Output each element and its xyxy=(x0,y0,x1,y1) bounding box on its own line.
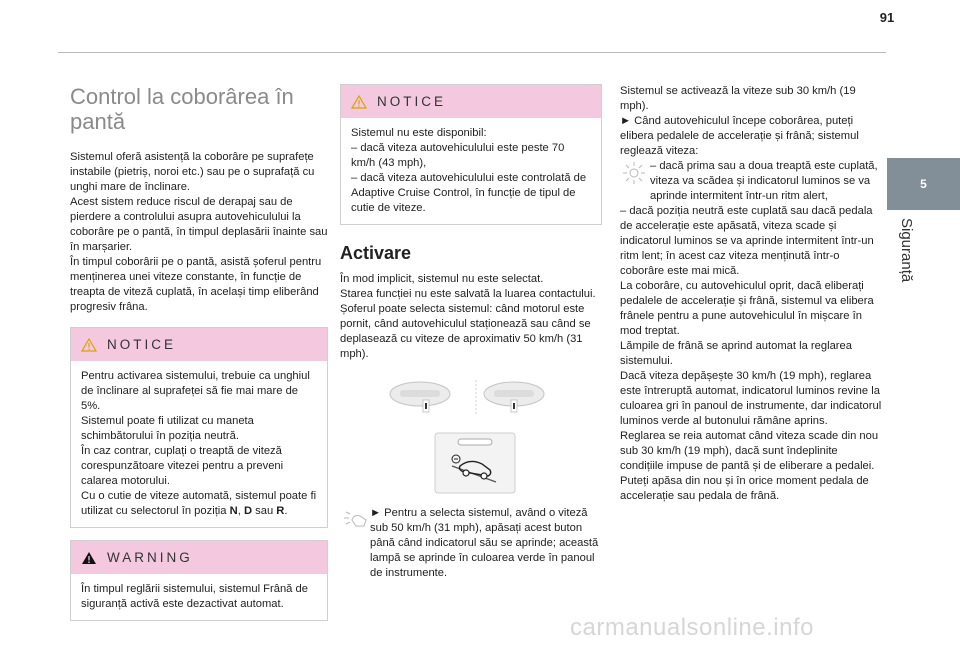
gear-position-d: D xyxy=(243,505,253,517)
activation-paragraph: Șoferul poate selecta sistemul: când motorul este pornit, când autovehiculul staționează sau când se deplasează cu viteze de aproximativ 50 km/h (31 mph). xyxy=(340,303,591,360)
notice-line: Sistemul poate fi utilizat cu maneta schimbătorului în poziția neutră. xyxy=(81,415,254,442)
descent-paragraph: Dacă viteza depășește 30 km/h (19 mph), reglarea este întreruptă automat, indicatorul luminos revine la culoarea gri în panoul de instrumente, dar indicatorul luminos verde al butonului rămâne aprins. xyxy=(620,370,882,427)
chapter-label xyxy=(897,218,917,308)
steering-wheel-right-icon xyxy=(484,382,544,412)
caution-outline-icon xyxy=(81,338,97,352)
column-2 xyxy=(340,84,602,362)
header-rule xyxy=(58,52,886,53)
bullet-text: ► Pentru a selecta sistemul, având o viteză sub 50 km/h (31 mph), apăsați acest buton până când indicatorul său se aprinde; această lampă se aprinde în culoarea verde în panoul de instrumente. xyxy=(370,507,599,579)
page-number: 91 xyxy=(879,10,895,25)
notice-line: Pentru activarea sistemului, trebuie ca unghiul de înclinare al suprafeței să fie mai mare de 5%. xyxy=(81,370,310,412)
notice-line: – dacă viteza autovehiculului este peste 70 km/h (43 mph), xyxy=(351,142,565,169)
descent-paragraph: La coborâre, cu autovehiculul oprit, dacă eliberați pedalele de accelerație și frână, sistemul va elibera frânele pentru a pune autovehiculul în mișcare în mod treptat. xyxy=(620,280,874,337)
notice-header xyxy=(71,328,327,361)
period: . xyxy=(284,505,288,517)
column-3 xyxy=(620,84,882,504)
gear-text: Cu o cutie de viteze automată, sistemul poate fi utilizat cu selectorul în poziția xyxy=(81,490,317,517)
activation-text xyxy=(340,272,602,362)
selection-instruction xyxy=(340,506,602,581)
warning-title: WARNING xyxy=(107,550,193,565)
section-title-activare: Activare xyxy=(340,243,412,263)
intro-paragraph: Sistemul oferă asistență la coborâre pe suprafețe instabile (pietriș, noroi etc.) sau pe o suprafață cu unghi mare de înclinare. xyxy=(70,151,315,193)
indicator-lamp-icon xyxy=(458,439,492,445)
column-1 xyxy=(70,84,328,621)
page-title xyxy=(70,84,328,134)
steering-wheel-left-icon xyxy=(390,382,450,412)
caution-outline-icon xyxy=(351,95,367,109)
notice-header xyxy=(341,85,601,118)
gear-position-n: N xyxy=(229,505,238,517)
speed-paragraph: Sistemul se activează la viteze sub 30 km/h (19 mph). xyxy=(620,85,856,112)
separator: , xyxy=(237,505,244,517)
warning-filled-icon xyxy=(81,551,97,565)
notice-box-2 xyxy=(340,84,602,225)
descent-paragraph: Puteți apăsa din nou și în orice moment pedala de accelerație sau pedala de frână. xyxy=(620,475,869,502)
separator: sau xyxy=(252,505,277,517)
warning-text: În timpul reglării sistemului, sistemul Frână de siguranță activă este dezactivat automat. xyxy=(81,583,308,610)
hill-descent-button-illustration xyxy=(434,432,516,494)
gear-position-r: R xyxy=(276,505,285,517)
chapter-tab xyxy=(887,158,960,210)
notice-body xyxy=(71,361,327,527)
notice-title: NOTICE xyxy=(107,337,177,352)
chapter-number: 5 xyxy=(920,177,927,191)
intro-paragraph: În timpul coborârii pe o pantă, asistă șoferul pentru menținerea unei viteze constante, în funcție de treapta de viteză cuplată, în același timp eliberând progresiv frâna. xyxy=(70,256,322,313)
hand-press-icon xyxy=(340,506,370,532)
activation-paragraph: În mod implicit, sistemul nu este selectat. xyxy=(340,273,544,285)
warning-header xyxy=(71,541,327,574)
notice-line: Sistemul nu este disponibil: xyxy=(351,127,487,139)
steering-wheel-illustration xyxy=(388,378,564,418)
notice-line-gear-positions xyxy=(81,489,317,519)
bullet-row xyxy=(620,159,882,204)
notice-body xyxy=(341,118,601,224)
intro-text xyxy=(70,150,328,315)
flashing-lamp-icon xyxy=(620,159,650,185)
notice-line: – dacă viteza autovehiculului este controlată de Adaptive Cruise Control, în funcție de tipul de cutie de viteze. xyxy=(351,172,587,214)
descent-paragraph: – dacă poziția neutră este cuplată sau dacă pedala de accelerație este apăsată, viteza scade și indicatorul luminos se va aprinde intermitent într-un ritm lent; în acest caz viteza menținută într-o coborâre este mai mică. xyxy=(620,205,874,277)
bullet-row xyxy=(340,506,602,581)
descent-paragraph: Lămpile de frână se aprind automat la reglarea sistemului. xyxy=(620,340,852,367)
notice-title: NOTICE xyxy=(377,94,447,109)
chapter-label-text: Siguranță xyxy=(898,218,915,283)
title-line-1: Control la coborârea în xyxy=(70,84,294,109)
watermark: carmanualsonline.info xyxy=(570,614,814,641)
notice-line: În caz contrar, cuplați o treaptă de viteză corespunzătoare vitezei pentru a preveni calarea motorului. xyxy=(81,445,284,487)
title-line-2: pantă xyxy=(70,109,126,134)
descent-paragraph: Reglarea se reia automat când viteza scade din nou sub 30 km/h (19 mph), dacă sunt îndeplinite condițiile impuse de pantă și de eliberare a pedalei. xyxy=(620,430,879,472)
warning-box xyxy=(70,540,328,621)
descent-paragraph: ► Când autovehiculul începe coborârea, puteți elibera pedalele de accelerație și frână; sistemul reglează viteza: xyxy=(620,115,859,157)
notice-box-1 xyxy=(70,327,328,528)
intro-paragraph: Acest sistem reduce riscul de derapaj sau de pierdere a controlului asupra autovehiculului la coborâre pe o pantă, în timpul deplasării înainte sau în marșarier. xyxy=(70,196,328,253)
activation-paragraph: Starea funcției nu este salvată la luarea contactului. xyxy=(340,288,596,300)
bullet-text: – dacă prima sau a doua treaptă este cuplată, viteza va scădea și indicatorul luminos se va aprinde intermitent într-un ritm alert, xyxy=(650,160,878,202)
warning-body xyxy=(71,574,327,620)
